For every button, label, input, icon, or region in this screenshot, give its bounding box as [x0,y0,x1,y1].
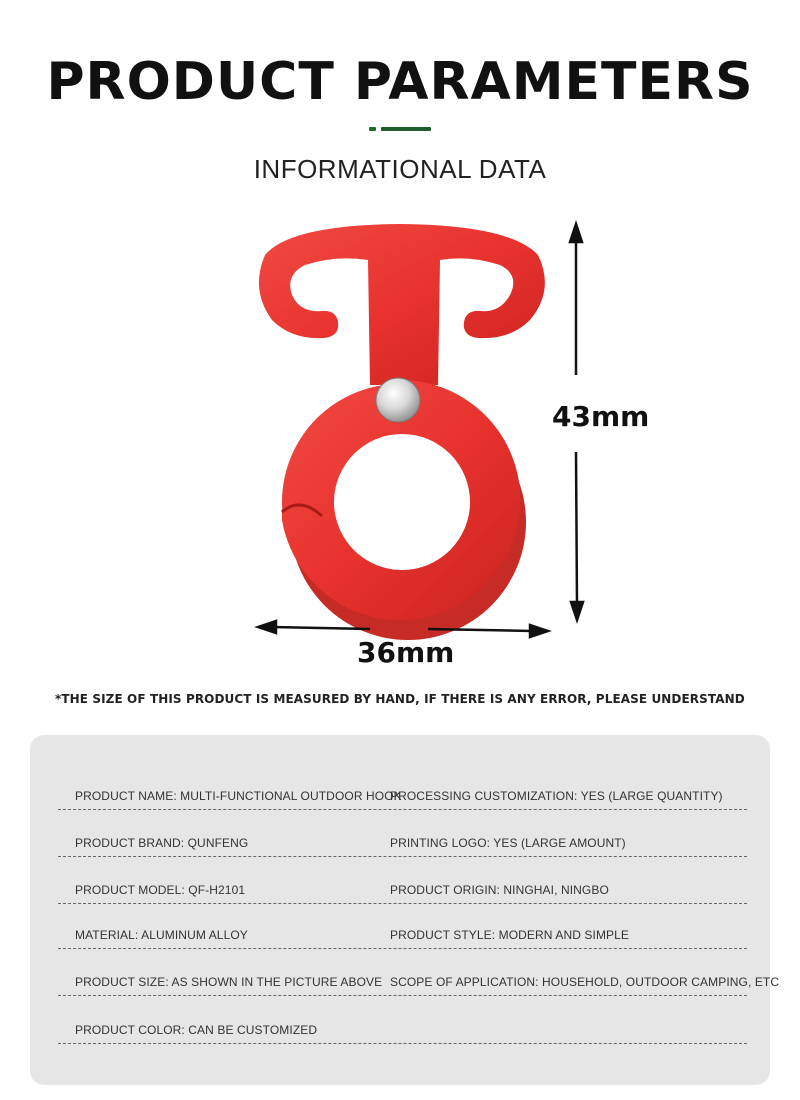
red-hook-icon [259,224,545,640]
spec-material: MATERIAL: ALUMINUM ALLOY [75,928,248,942]
spec-product-brand: PRODUCT BRAND: QUNFENG [75,836,249,850]
divider-dot [369,127,376,131]
spec-row [58,903,747,949]
spec-row [58,858,747,904]
spec-product-model: PRODUCT MODEL: QF-H2101 [75,883,246,897]
height-label: 43mm [552,400,650,433]
spec-product-name: PRODUCT NAME: MULTI-FUNCTIONAL OUTDOOR HOOK [75,789,402,803]
spec-row [58,764,747,810]
spec-printing-logo: PRINTING LOGO: YES (LARGE AMOUNT) [390,836,626,850]
measurement-note: *THE SIZE OF THIS PRODUCT IS MEASURED BY HAND, IF THERE IS ANY ERROR, PLEASE UNDERSTAND [55,692,745,706]
spec-scope-of-application: SCOPE OF APPLICATION: HOUSEHOLD, OUTDOOR CAMPING, ETC [390,975,780,989]
divider-line [381,127,431,131]
spec-panel [30,735,780,1085]
spec-product-color: PRODUCT COLOR: CAN BE CUSTOMIZED [75,1023,318,1037]
product-image [0,200,800,680]
page-title: PRODUCT PARAMETERS [46,52,754,112]
title-divider [369,127,431,131]
spec-product-size: PRODUCT SIZE: AS SHOWN IN THE PICTURE ABOVE [75,975,383,989]
spec-row [58,950,780,996]
spec-product-origin: PRODUCT ORIGIN: NINGHAI, NINGBO [390,883,609,897]
page-subtitle: INFORMATIONAL DATA [253,154,547,184]
width-label: 36mm [357,636,455,669]
spec-processing-customization: PROCESSING CUSTOMIZATION: YES (LARGE QUANTITY) [390,789,723,803]
spec-product-style: PRODUCT STYLE: MODERN AND SIMPLE [390,928,630,942]
spec-row [58,811,747,857]
spec-row [58,998,747,1044]
